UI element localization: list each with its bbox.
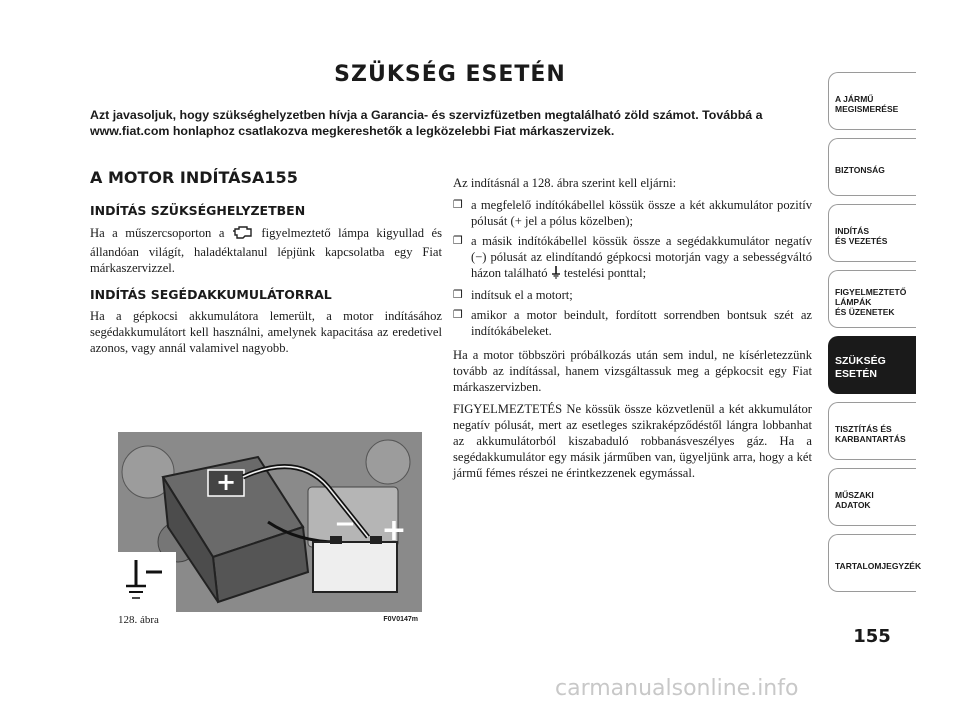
paragraph-warning-lamp <box>90 224 442 276</box>
tab-maintenance[interactable]: TISZTÍTÁS ÉS KARBANTARTÁS <box>828 402 916 460</box>
engine-warning-icon <box>232 224 254 244</box>
chapter-tabs <box>828 72 922 600</box>
ground-symbol-icon <box>551 265 561 283</box>
list-item: ❒ indítsuk el a motort; <box>453 288 573 303</box>
svg-text:+: + <box>215 468 237 496</box>
watermark: carmanualsonline.info <box>555 676 799 701</box>
subheading-booster-battery: INDÍTÁS SEGÉDAKKUMULÁTORRAL <box>90 287 332 302</box>
section-heading: A MOTOR INDÍTÁSA155 <box>90 168 298 187</box>
tab-vehicle-overview[interactable]: A JÁRMŰ MEGISMERÉSE <box>828 72 916 130</box>
page-number: 155 <box>853 626 891 647</box>
paragraph-booster: Ha a gépkocsi akkumulátora lemerült, a motor indításához segédakkumulátort kell használni, amelynek kapacitása az eredetivel azonos, vagy annál valamivel nagyobb. <box>90 309 442 355</box>
checkbox-bullet-icon: ❒ <box>453 198 463 211</box>
intro-text: Azt javasoljuk, hogy szükséghelyzetben hívja a Garancia- és szervizfüzetben megtalálható zöld számot. Továbbá a www.fiat.com honlaphoz csatlakozva megkereshetők a legközelebbi Fiat márkaszervizek. <box>90 108 763 138</box>
tab-safety[interactable]: BIZTONSÁG <box>828 138 916 196</box>
left-column <box>90 168 442 367</box>
checkbox-bullet-icon: ❒ <box>453 234 463 247</box>
procedure-intro: Az indításnál a 128. ábra szerint kell eljárni: <box>453 176 677 190</box>
figure-caption <box>118 614 422 630</box>
tab-index[interactable]: TARTALOMJEGYZÉK <box>828 534 916 592</box>
tab-technical-data[interactable]: MŰSZAKI ADATOK <box>828 468 916 526</box>
page-title: SZÜKSÉG ESETÉN <box>334 62 566 87</box>
jump-start-illustration <box>118 432 422 612</box>
tab-emergency[interactable]: SZÜKSÉG ESETÉN <box>828 336 916 394</box>
list-item: ❒ a másik indítókábellel kössük össze a segédakkumulátor negatív (−) pólusát az elindítandó gépkocsi motorján vagy a sebességváltó házon található testelési ponttal; <box>453 233 812 283</box>
figure-caption-label: 128. ábra <box>118 614 159 626</box>
list-item: ❒ amikor a motor beindult, fordított sorrendben bontsuk szét az indítókábeleket. <box>453 308 812 339</box>
figure-code: F0V0147m <box>383 616 418 623</box>
paragraph-text-b: figyelmeztető lámpa kigyullad és állandóan világít, haladéktalanul lépjünk kapcsolatba egy Fiat márkaszervizzel. <box>90 225 442 275</box>
engine-bay-drawing <box>118 432 422 612</box>
svg-text:−: − <box>334 509 356 539</box>
paragraph-retry: Ha a motor többszöri próbálkozás után sem indul, ne kísérletezzünk tovább az indítással, hanem vizsgáltassuk meg a gépkocsit egy Fiat márkaszervizben. <box>453 348 812 395</box>
svg-text:+: + <box>381 513 407 548</box>
paragraph-warning: FIGYELMEZTETÉS Ne kössük össze közvetlenül a két akkumulátor negatív pólusát, mert az esetleges szikraképződéstől lángra lobbanhat az akkumulátorból kiszabaduló robbanásveszélyes gáz. Ha a segédakkumulátor egy másik járműben van, ügyeljünk arra, hogy a két jármű fémes részei ne érintkezzenek egymással. <box>453 402 812 481</box>
subheading-emergency-start: INDÍTÁS SZÜKSÉGHELYZETBEN <box>90 203 306 218</box>
tab-warning-lights[interactable]: FIGYELMEZTETŐ LÁMPÁK ÉS ÜZENETEK <box>828 270 916 328</box>
list-item: ❒ a megfelelő indítókábellel kössük össze a két akkumulátor pozitív pólusát (+ jel a pólus közelben); <box>453 198 812 228</box>
paragraph-text-a: Ha a műszercsoporton a <box>90 225 232 240</box>
tab-starting-driving[interactable]: INDÍTÁS ÉS VEZETÉS <box>828 204 916 262</box>
checkbox-bullet-icon: ❒ <box>453 288 463 302</box>
checkbox-bullet-icon: ❒ <box>453 308 463 322</box>
right-column <box>453 175 812 487</box>
